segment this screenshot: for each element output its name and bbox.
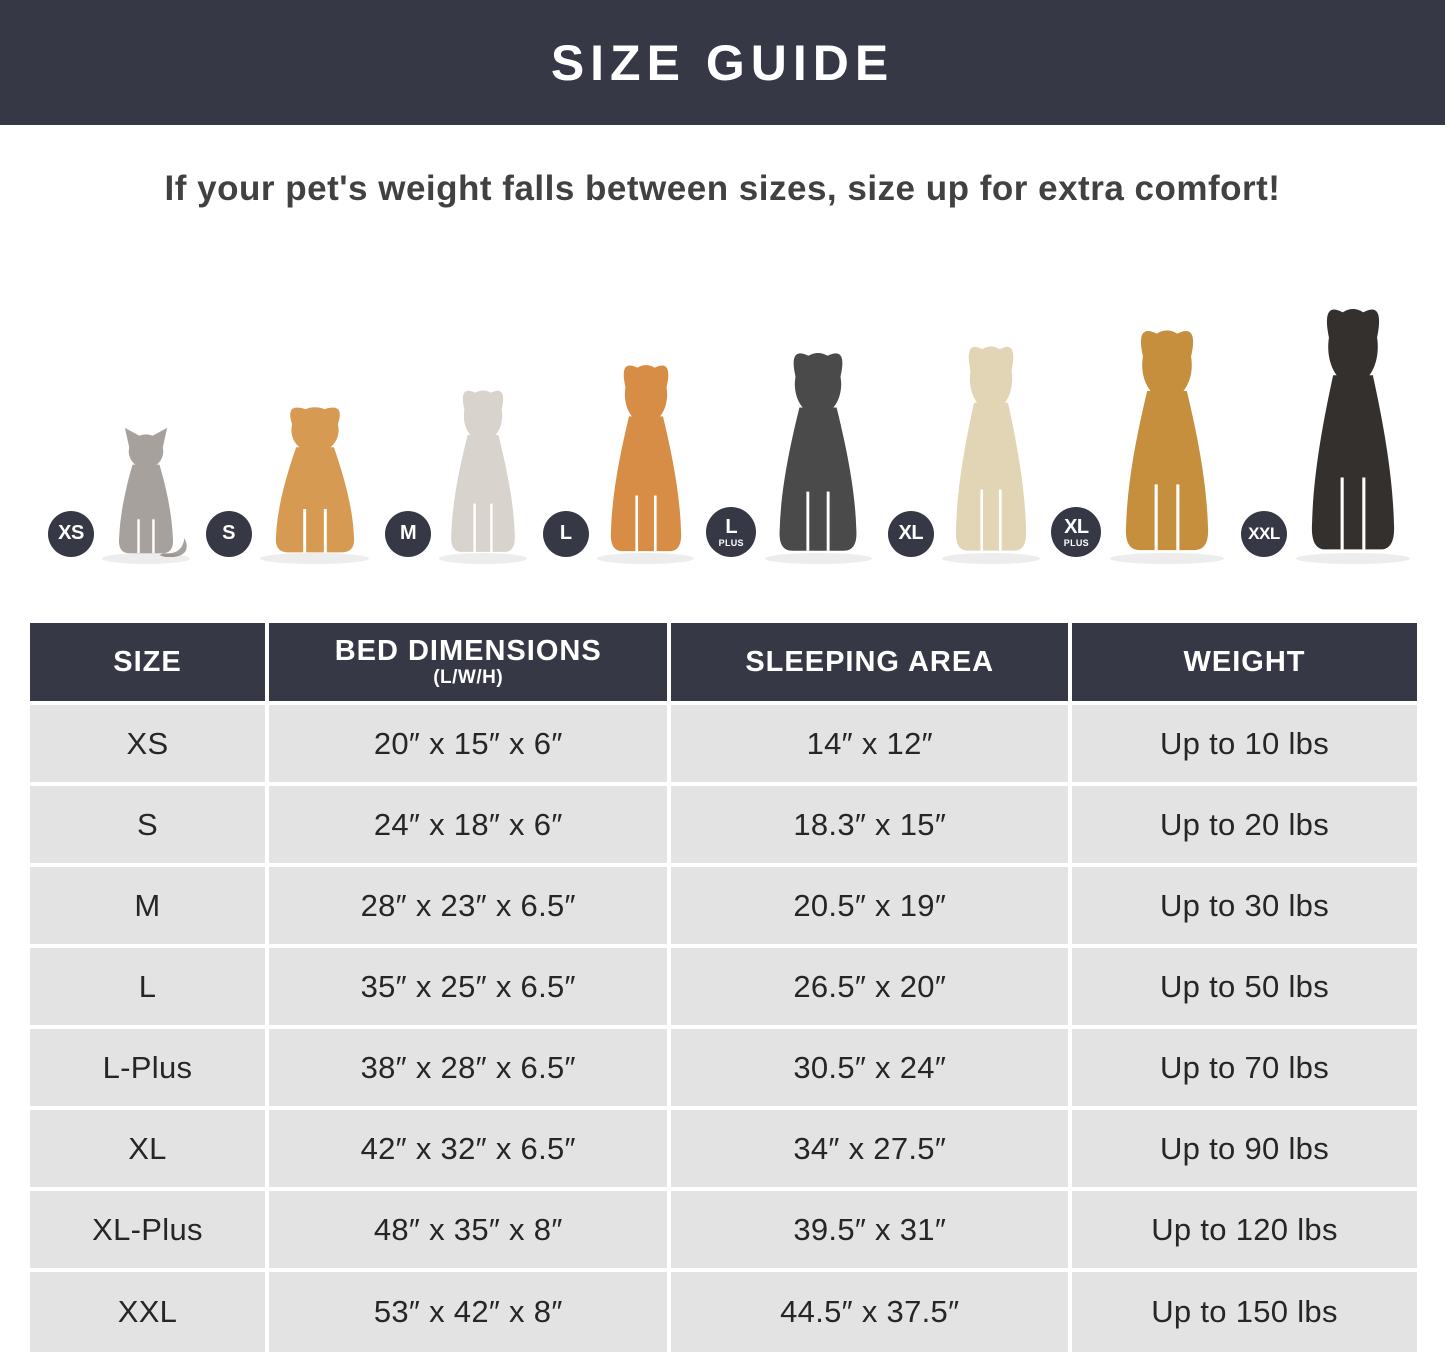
column-header-bed-dimensions: BED DIMENSIONS (L/W/H) [269,623,668,701]
pet-shiba-inu-l [559,352,699,557]
pet-doberman-xxl [1248,292,1415,557]
cell-sleeping-l: 26.5″ x 20″ [671,948,1068,1025]
size-badge-xl-plus: XL PLUS [1051,507,1101,557]
dog-icon [256,397,374,557]
cell-size-l: L [30,948,265,1025]
cell-bed-l-plus: 38″ x 28″ x 6.5″ [269,1029,668,1106]
pet-labrador-xl [898,332,1044,557]
dog-icon [435,379,531,557]
cell-sleeping-xs: 14″ x 12″ [671,705,1068,782]
dog-icon [938,332,1044,557]
cell-bed-l: 35″ x 25″ x 6.5″ [269,948,668,1025]
column-header-size: SIZE [30,623,265,701]
cell-bed-s: 24″ x 18″ x 6″ [269,786,668,863]
column-header-sleeping-area: SLEEPING AREA [671,623,1068,701]
size-badge-l: L [543,511,589,557]
cell-bed-xl: 42″ x 32″ x 6.5″ [269,1110,668,1187]
size-badge-m: M [385,511,431,557]
size-guide-banner [0,0,1445,125]
page-title: SIZE GUIDE [550,34,895,91]
cell-bed-xxl: 53″ x 42″ x 8″ [269,1272,668,1352]
pet-border-collie-l-plus [718,339,876,557]
cell-weight-xl: Up to 90 lbs [1072,1110,1417,1187]
cell-bed-m: 28″ x 23″ x 6.5″ [269,867,668,944]
dog-icon [760,339,876,557]
dog-icon [1291,292,1415,557]
cell-size-xxl: XXL [30,1272,265,1352]
cell-weight-m: Up to 30 lbs [1072,867,1417,944]
cell-size-m: M [30,867,265,944]
cell-sleeping-l-plus: 30.5″ x 24″ [671,1029,1068,1106]
cell-sleeping-xl-plus: 39.5″ x 31″ [671,1191,1068,1268]
dog-icon [1105,315,1229,557]
cell-weight-xs: Up to 10 lbs [1072,705,1417,782]
column-header-weight: WEIGHT [1072,623,1417,701]
size-badge-xs: XS [48,511,94,557]
size-badge-s: S [206,511,252,557]
pet-french-bulldog-m [400,379,531,557]
cell-size-xs: XS [30,705,265,782]
cell-weight-l: Up to 50 lbs [1072,948,1417,1025]
cell-weight-s: Up to 20 lbs [1072,786,1417,863]
cell-weight-xxl: Up to 150 lbs [1072,1272,1417,1352]
size-badge-l-plus: L PLUS [706,507,756,557]
cell-size-xl: XL [30,1110,265,1187]
cell-bed-xl-plus: 48″ x 35″ x 8″ [269,1191,668,1268]
cell-sleeping-xl: 34″ x 27.5″ [671,1110,1068,1187]
cell-weight-xl-plus: Up to 120 lbs [1072,1191,1417,1268]
cell-sleeping-m: 20.5″ x 19″ [671,867,1068,944]
pet-golden-retriever-xl-plus [1063,315,1229,557]
pet-pomeranian-s [222,397,374,557]
pet-cat-xs [58,425,194,557]
pet-size-illustrations [0,285,1445,557]
cell-weight-l-plus: Up to 70 lbs [1072,1029,1417,1106]
sizing-advice-text: If your pet's weight falls between sizes, size up for extra comfort! [164,169,1281,208]
size-badge-xl: XL [888,511,934,557]
cell-bed-xs: 20″ x 15″ x 6″ [269,705,668,782]
cell-sleeping-s: 18.3″ x 15″ [671,786,1068,863]
cell-size-s: S [30,786,265,863]
dog-icon [593,352,699,557]
size-badge-xxl: XXL [1241,511,1287,557]
cell-sleeping-xxl: 44.5″ x 37.5″ [671,1272,1068,1352]
column-header-bed-sub: (L/W/H) [433,667,504,689]
cell-size-xl-plus: XL-Plus [30,1191,265,1268]
cell-size-l-plus: L-Plus [30,1029,265,1106]
cat-icon [98,425,194,557]
size-guide-table [30,623,1417,1352]
